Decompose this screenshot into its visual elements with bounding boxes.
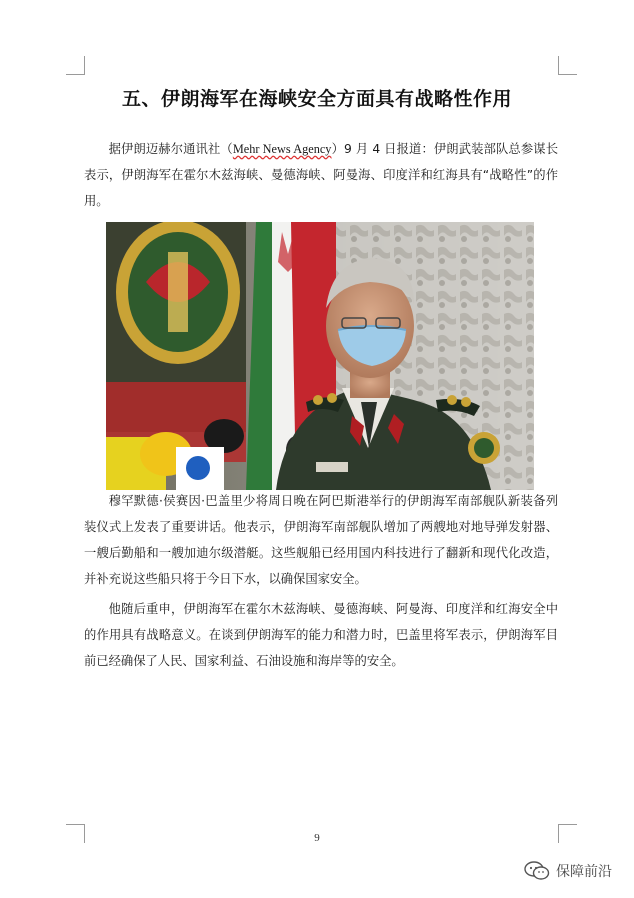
paragraph-2: 穆罕默德·侯赛因·巴盖里少将周日晚在阿巴斯港举行的伊朗海军南部舰队新装备列装仪式上发表了重要讲话。他表示，伊朗海军南部舰队增加了两艘地对地导弹发射器、一艘后勤船和一艘加迪尔级潜艇。这些舰船已经用国内科技进行了翻新和现代化改造，并补充说这些船只将于今日下水，以确保国家安全。 [84, 494, 558, 586]
page-number: 9 [314, 832, 320, 844]
crop-mark-top-left [66, 56, 85, 75]
para1-body: ）9 月 4 日报道：伊朗武装部队总参谋长表示，伊朗海军在霍尔木兹海峡、曼德海峡、阿曼海、印度洋和红海具有“战略性”的作用。 [84, 142, 558, 208]
paragraph-1 [84, 136, 558, 214]
brand-name: 保障前沿 [556, 864, 612, 880]
section-title: 五、伊朗海军在海峡安全方面具有战略性作用 [121, 88, 512, 110]
paragraph-3: 他随后重申，伊朗海军在霍尔木兹海峡、曼德海峡、阿曼海、印度洋和红海安全中的作用具有战略意义。在谈到伊朗海军的能力和潜力时，巴盖里将军表示，伊朗海军目前已经确保了人民、国家利益、石油设施和海岸等的安全。 [84, 602, 558, 668]
crop-mark-top-right [558, 56, 577, 75]
news-photo [106, 222, 534, 490]
para1-prefix: 据伊朗迈赫尔通讯社（ [108, 142, 233, 156]
agency-name: Mehr News Agency [232, 142, 332, 156]
watermark [524, 858, 612, 884]
wechat-icon [524, 860, 550, 882]
